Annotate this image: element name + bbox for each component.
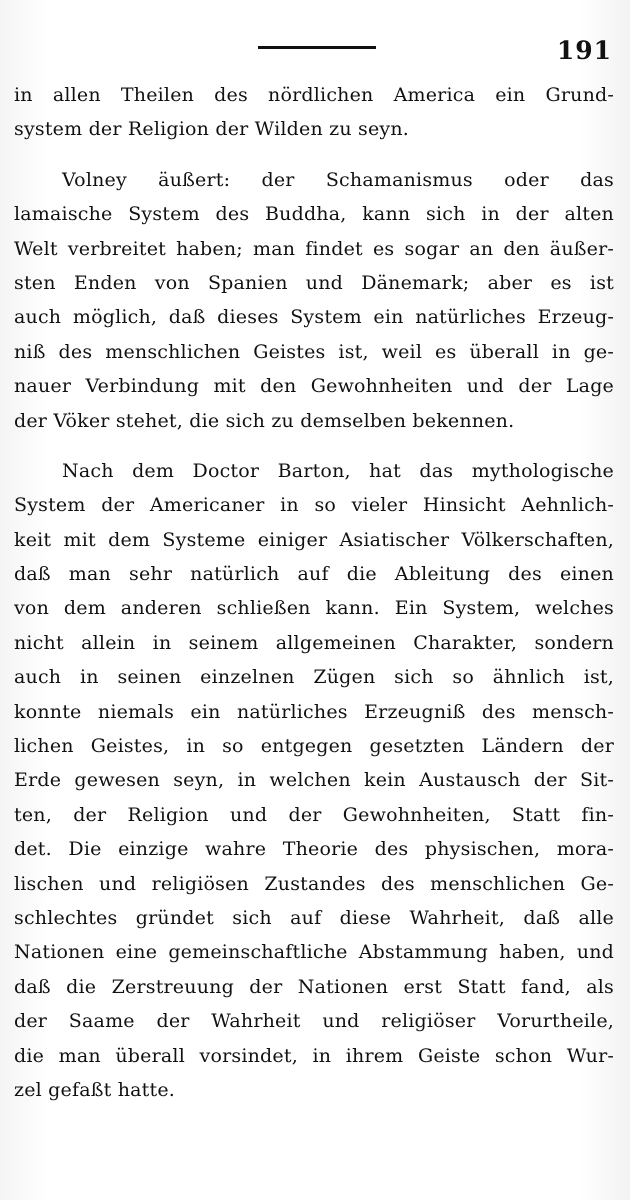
page-number: 191 [556,36,612,65]
text-line: Nationen eine gemeinschaftliche Abstammung haben, und [14,941,614,964]
paragraph [14,78,614,147]
text-line: lamaische System des Buddha, kann sich in der alten [14,203,614,226]
text-line: nauer Verbindung mit den Gewohnheiten und der Lage [14,375,614,398]
text-line: det. Die einzige wahre Theorie des physischen, mora- [14,838,614,861]
text-line: der Vöker stehet, die sich zu demselben bekennen. [14,409,515,432]
text-line: auch möglich, daß dieses System ein natürliches Erzeug- [14,306,614,329]
text-line: konnte niemals ein natürliches Erzeugniß des mensch- [14,700,614,723]
body-text [14,78,614,1107]
text-line: schlechtes gründet sich auf diese Wahrheit, daß alle [14,906,614,929]
text-line: daß man sehr natürlich auf die Ableitung des einen [14,563,614,586]
text-line: system der Religion der Wilden zu seyn. [14,118,410,141]
text-line: niß des menschlichen Geistes ist, weil es überall in ge- [14,340,614,363]
text-line: in allen Theilen des nördlichen America ein Grund- [14,84,614,106]
paragraph [14,163,614,438]
text-line: lichen Geistes, in so entgegen gesetzten Ländern der [14,735,614,758]
text-line: zel gefaßt hatte. [14,1078,176,1101]
text-line: die man überall vorsindet, in ihrem Geiste schon Wur- [14,1044,614,1067]
text-line: der Saame der Wahrheit und religiöser Vorurtheile, [14,1010,614,1033]
text-line: keit mit dem Systeme einiger Asiatischer Völkerschaften, [14,528,614,551]
text-line: Volney äußert: der Schamanismus oder das [62,168,614,191]
header-rule [258,46,376,49]
text-line: auch in seinen einzelnen Zügen sich so ähnlich ist, [14,666,614,689]
text-line: sten Enden von Spanien und Dänemark; aber es ist [14,271,614,294]
text-line: lischen und religiösen Zustandes des menschlichen Ge- [14,872,614,895]
text-line: Nach dem Doctor Barton, hat das mythologische [62,459,614,482]
text-line: ten, der Religion und der Gewohnheiten, Statt fin- [14,803,614,826]
text-line: Erde gewesen seyn, in welchen kein Austausch der Sit- [14,769,614,792]
paragraph [14,454,614,1107]
text-line: Welt verbreitet haben; man findet es sogar an den äußer- [14,237,614,260]
text-line: von dem anderen schließen kann. Ein System, welches [14,597,614,620]
text-line: System der Americaner in so vieler Hinsicht Aehnlich- [14,494,614,517]
text-line: daß die Zerstreuung der Nationen erst Statt fand, als [14,975,614,998]
text-line: nicht allein in seinem allgemeinen Charakter, sondern [14,631,614,654]
